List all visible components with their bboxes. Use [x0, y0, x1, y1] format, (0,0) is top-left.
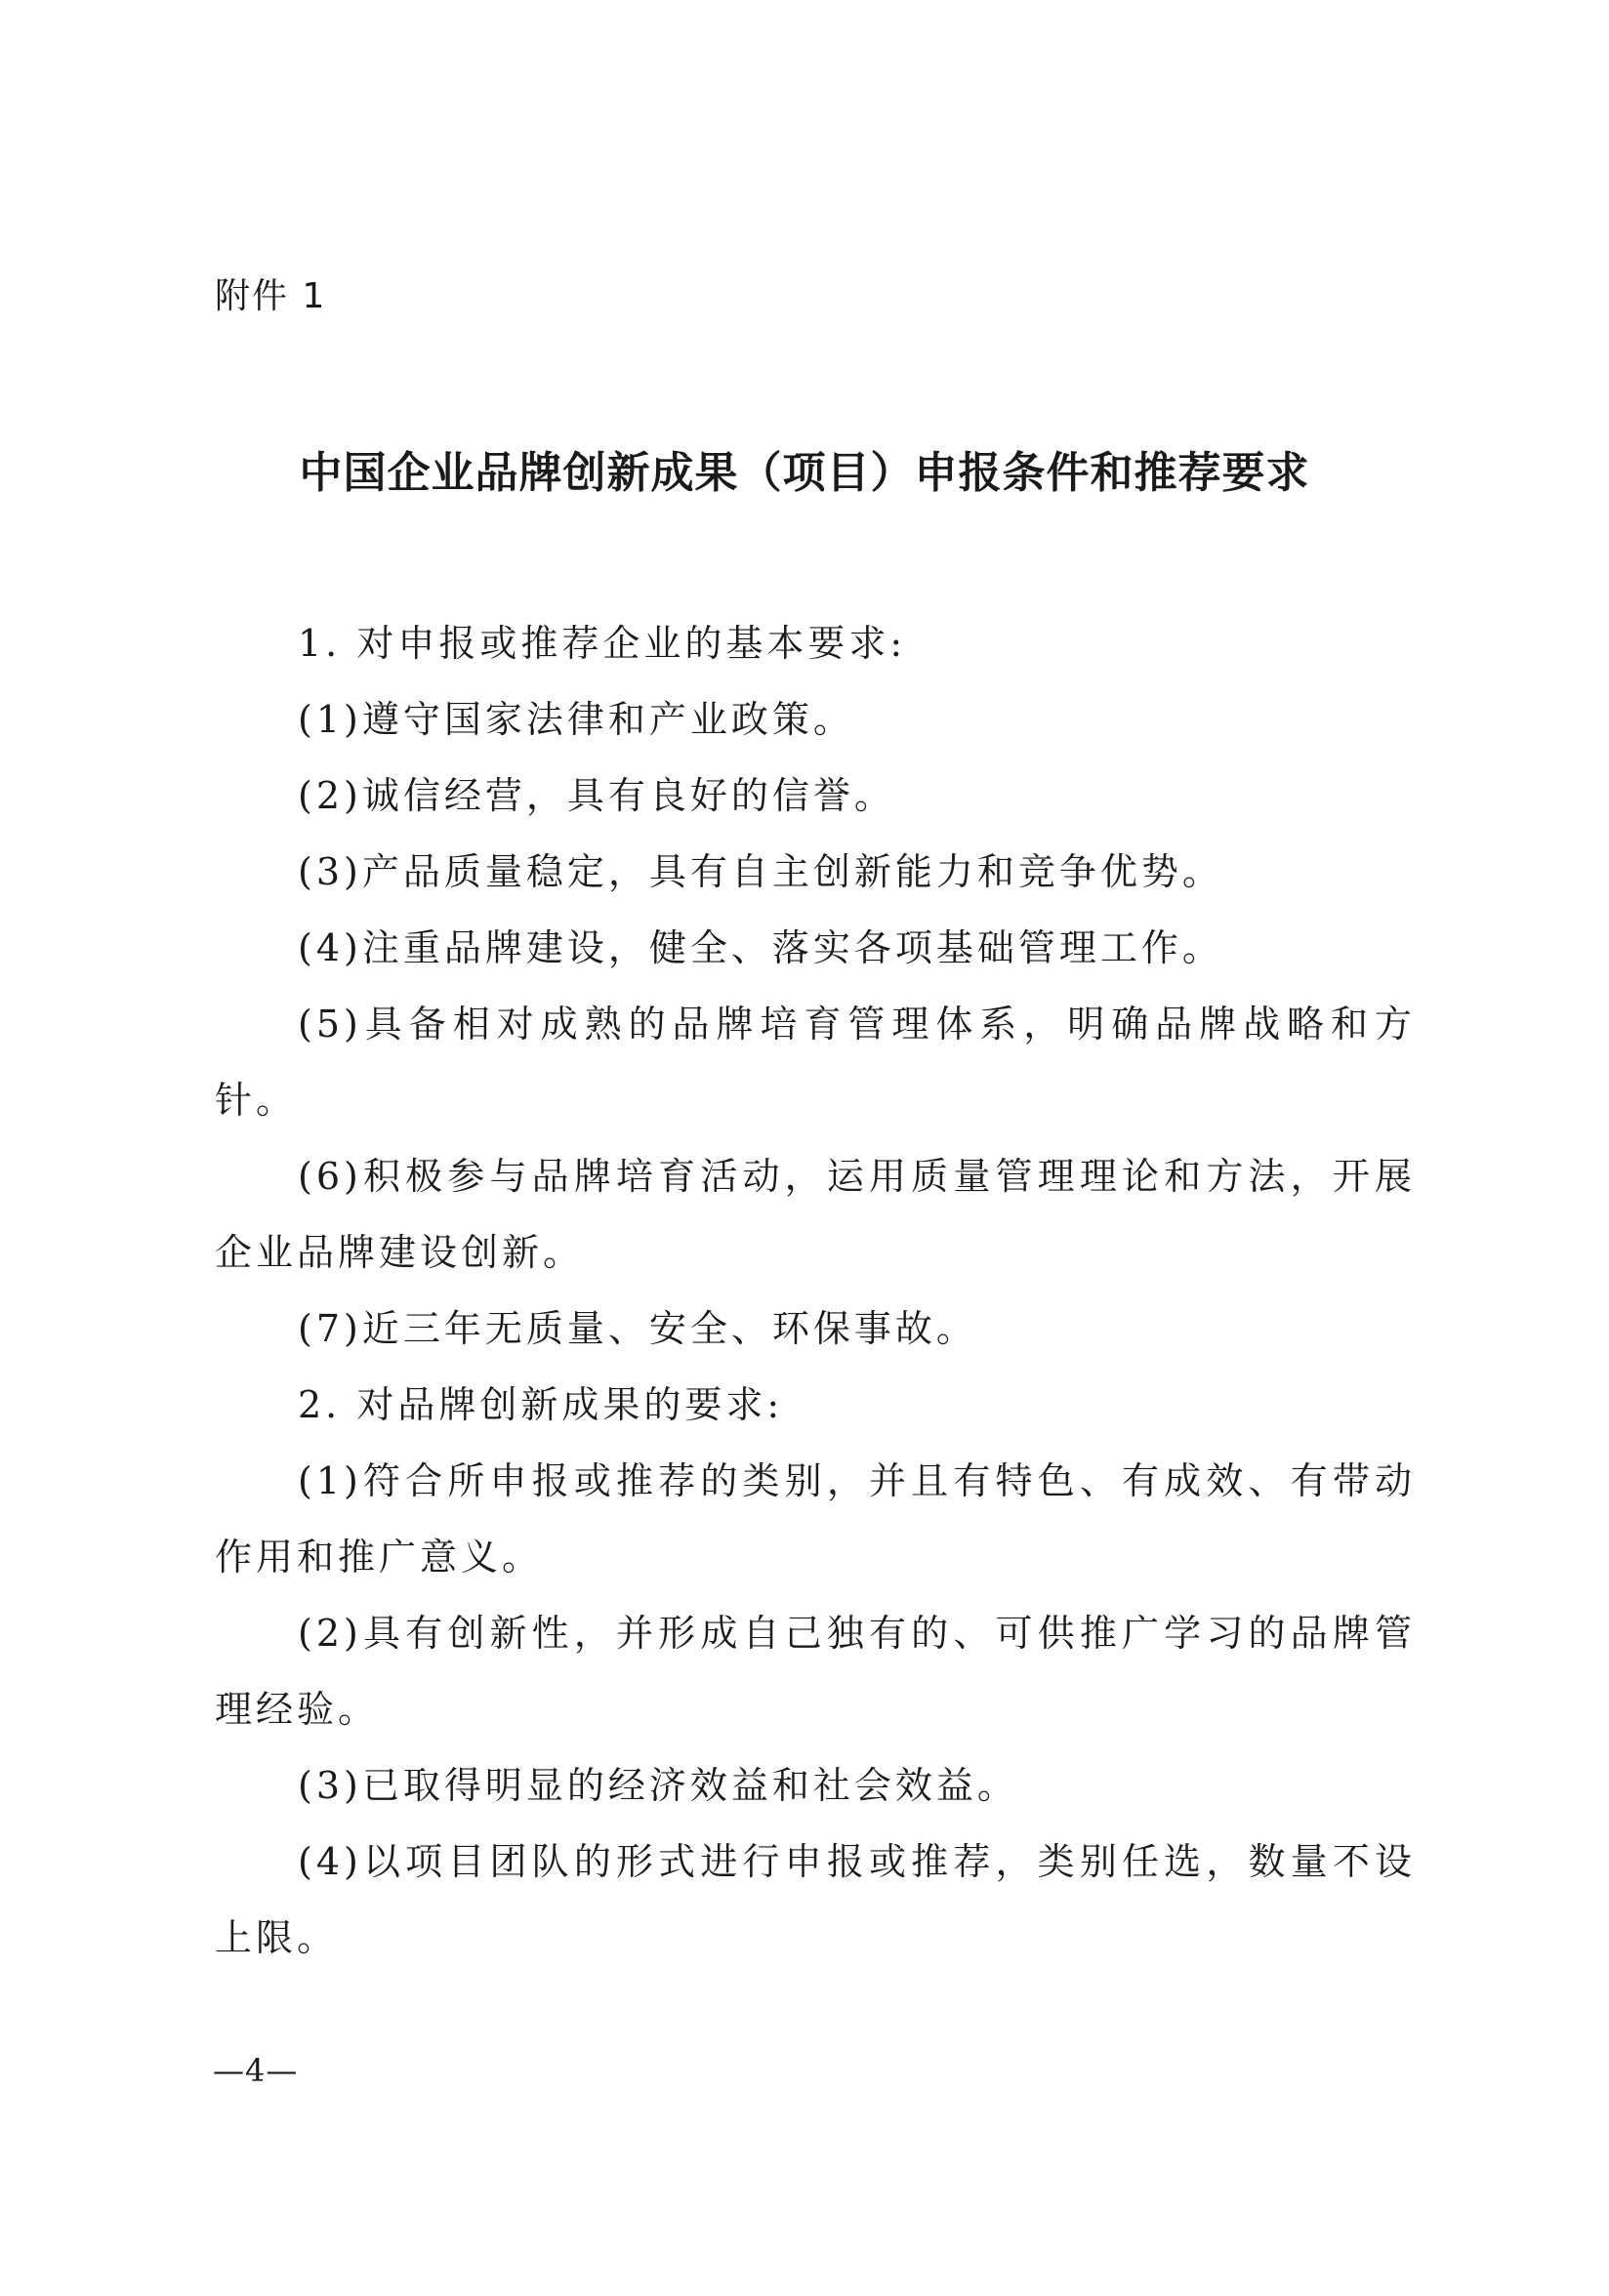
paragraph-enterprise-item-1: (1)遵守国家法律和产业政策。 [298, 698, 854, 741]
paragraph-results-item-3: (3)已取得明显的经济效益和社会效益。 [298, 1764, 1018, 1807]
paragraph-requirements-results-heading: 2. 对品牌创新成果的要求: [298, 1383, 784, 1426]
paragraph-results-item-4: (4)以项目团队的形式进行申报或推荐，类别任选，数量不设上限。 [215, 1840, 1416, 1959]
attachment-label: 附件 1 [215, 276, 327, 316]
paragraph-results-item-1: (1)符合所申报或推荐的类别，并且有特色、有成效、有带动作用和推广意义。 [215, 1459, 1416, 1578]
paragraph-enterprise-item-4: (4)注重品牌建设，健全、落实各项基础管理工作。 [298, 926, 1223, 969]
paragraph-enterprise-item-7: (7)近三年无质量、安全、环保事故。 [298, 1307, 977, 1350]
page-number: —4— [213, 2052, 299, 2089]
document-title: 中国企业品牌创新成果（项目）申报条件和推荐要求 [299, 448, 1310, 498]
paragraph-enterprise-item-6: (6)积极参与品牌培育活动，运用质量管理理论和方法，开展企业品牌建设创新。 [215, 1155, 1416, 1274]
paragraph-enterprise-item-3: (3)产品质量稳定，具有自主创新能力和竞争优势。 [298, 850, 1223, 893]
paragraph-enterprise-item-2: (2)诚信经营，具有良好的信誉。 [298, 774, 895, 817]
paragraph-enterprise-item-5: (5)具备相对成熟的品牌培育管理体系，明确品牌战略和方针。 [215, 1003, 1416, 1122]
paragraph-results-item-2: (2)具有创新性，并形成自己独有的、可供推广学习的品牌管理经验。 [215, 1612, 1416, 1731]
document-body [215, 605, 1416, 1976]
paragraph-requirements-enterprise-heading: 1. 对申报或推荐企业的基本要求: [298, 622, 907, 665]
